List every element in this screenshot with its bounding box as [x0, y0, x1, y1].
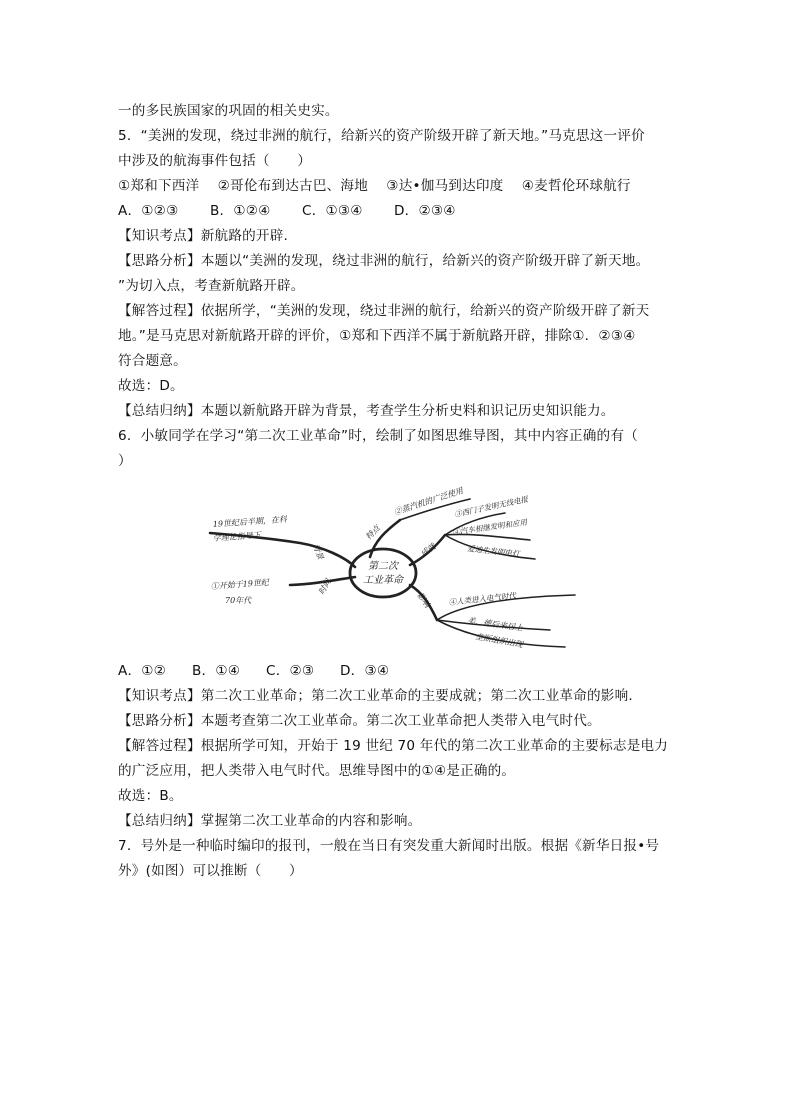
branch-text: ①开始于19世纪 [210, 577, 270, 591]
analysis: 【思路分析】本题以“美洲的发现，绕过非洲的航行，给新兴的资产阶级开辟了新天地。 [118, 253, 650, 269]
mind-map-figure [205, 485, 585, 660]
solution-cont: 的广泛应用，把人类带入电气时代。思维导图中的①④是正确的。 [118, 763, 516, 779]
question-5-options [118, 202, 456, 220]
option-b: B．①②④ [210, 203, 271, 219]
option-a: A．①② [118, 663, 167, 679]
option-b: B．①④ [192, 663, 241, 679]
summary: 【总结归纳】本题以新航路开辟为背景，考查学生分析史料和识记历史知识能力。 [118, 403, 615, 419]
answer: 故选：B。 [118, 788, 183, 804]
solution: 【解答过程】根据所学可知，开始于 19 世纪 70 年代的第二次工业革命的主要标志是电力 [118, 738, 669, 754]
question-5-stem-cont: 中涉及的航海事件包括（ ） [118, 153, 312, 169]
branch-text: 美、德后来居上 [466, 616, 524, 633]
solution: 【解答过程】依据所学，“美洲的发现，绕过非洲的航行，给新兴的资产阶级开辟了新天 [118, 303, 650, 319]
option-c: C．②③ [266, 663, 315, 679]
text-line: 一的多民族国家的巩固的相关史实。 [118, 103, 339, 119]
branch-text: 垄断组织出现 [474, 632, 524, 650]
question-7-stem-cont: 外》(如图）可以推断（ ） [118, 863, 303, 879]
center-node [350, 549, 416, 597]
question-5-items: ①郑和下西洋 ②哥伦布到达古巴、海地 ③达•伽马到达印度 ④麦哲伦环球航行 [118, 178, 631, 194]
center-label-1: 第二次 [368, 561, 398, 572]
label-time: 时间 [316, 577, 333, 596]
branch-text: 70年代 [225, 596, 252, 605]
question-5-stem: 5．“美洲的发现，绕过非洲的航行，给新兴的资产阶级开辟了新天地。”马克思这一评价 [118, 128, 645, 144]
answer: 故选：D。 [118, 378, 184, 394]
solution-cont: 符合题意。 [118, 353, 187, 369]
branch-text: 19世纪后半期，在科 [212, 514, 288, 529]
question-6-stem-cont: ） [118, 453, 132, 469]
branch-text: ②蒸汽机的广泛使用 [392, 486, 465, 517]
knowledge-point: 【知识考点】第二次工业革命；第二次工业革命的主要成就；第二次工业革命的影响. [118, 688, 633, 704]
center-label-2: 工业革命 [363, 575, 403, 586]
branch-text: ③西门子发明无线电报 [453, 494, 529, 519]
label-feature: 特点 [364, 523, 382, 542]
branch-text: 学理论指导下 [212, 530, 262, 543]
analysis-cont: ”为切入点，考查新航路开辟。 [118, 278, 305, 294]
question-7-stem: 7．号外是一种临时编印的报刊，一般在当日有突发重大新闻时出版。根据《新华日报•号 [118, 838, 660, 854]
question-6-stem: 6．小敏同学在学习“第二次工业革命”时，绘制了如图思维导图，其中内容正确的有（ [118, 428, 638, 444]
solution-cont: 地。”是马克思对新航路开辟的评价，①郑和下西洋不属于新航路开辟，排除①．②③④ [118, 328, 636, 344]
branch-text: ④人类进入电气时代 [448, 590, 517, 607]
knowledge-point: 【知识考点】新航路的开辟. [118, 228, 289, 244]
analysis: 【思路分析】本题考查第二次工业革命。第二次工业革命把人类带入电气时代。 [118, 713, 601, 729]
option-d: D．②③④ [394, 203, 456, 219]
branch-text: ④汽车相继发明和应用 [452, 517, 528, 537]
option-c: C．①③④ [302, 203, 363, 219]
option-d: D．③④ [340, 663, 390, 679]
label-achievement: 成就 [418, 542, 438, 559]
branch-text: 爱迪生发明电灯 [466, 544, 520, 559]
summary: 【总结归纳】掌握第二次工业革命的内容和影响。 [118, 813, 422, 829]
option-a: A．①②③ [118, 203, 179, 219]
question-6-options [118, 662, 389, 680]
label-impact: 影响 [415, 590, 432, 610]
label-background: 背景 [311, 542, 326, 561]
